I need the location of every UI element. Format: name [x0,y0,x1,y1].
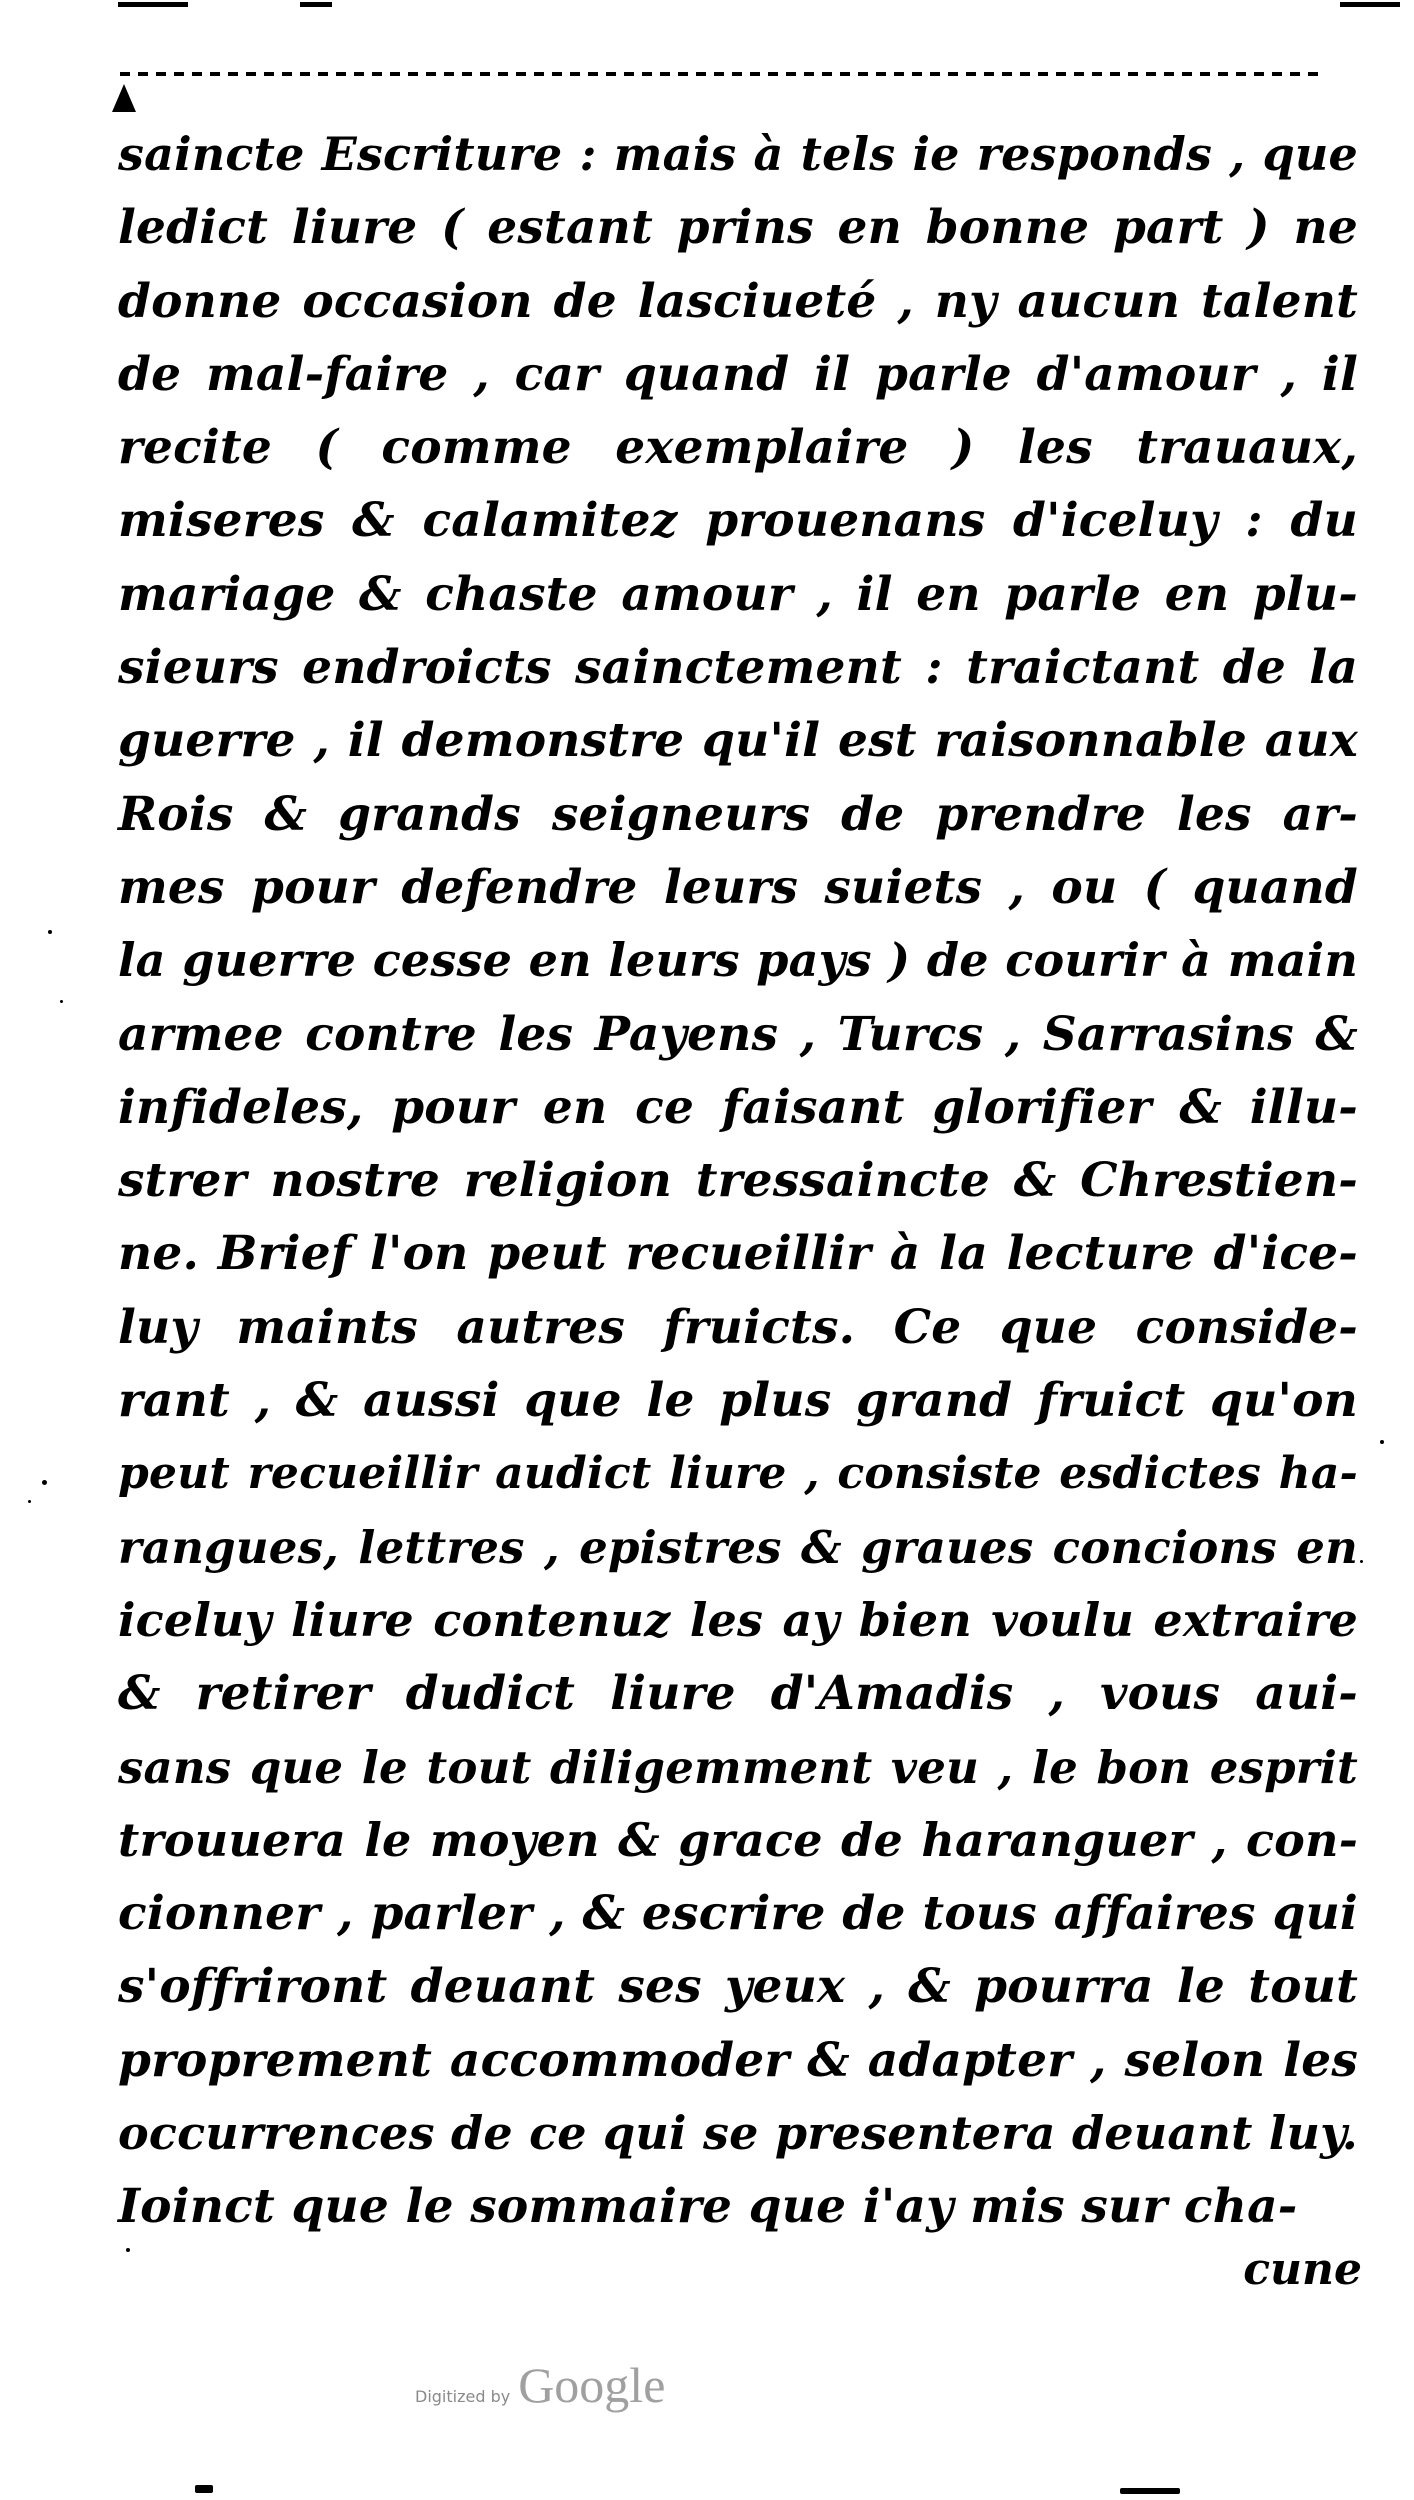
text-line: sans que le tout diligemment veu , le bon esprit [118,1740,1358,1794]
text-line: trouuera le moyen & grace de haranguer , con- [118,1812,1358,1867]
text-line: recite ( comme exemplaire ) les trauaux, [118,420,1358,476]
text-line: saincte Escriture : mais à tels ie responds , que [118,127,1358,181]
text-line: iceluy liure contenuz les ay bien voulu extraire [118,1592,1358,1647]
catchword: cune [1243,2244,1362,2295]
text-line: rangues, lettres , epistres & graues concions en [118,1520,1358,1574]
text-line: donne occasion de lasciueté , ny aucun talent [118,273,1358,329]
text-line: occurrences de ce qui se presentera deuant luy. [118,2106,1358,2161]
text-line: ne. Brief l'on peut recueillir à la lecture d'ice- [118,1226,1358,1282]
body-text [118,118,1358,2244]
text-line: Rois & grands seigneurs de prendre les ar- [118,786,1358,842]
text-line: mes pour defendre leurs suiets , ou ( quand [118,859,1358,915]
text-line: ledict liure ( estant prins en bonne part ) ne [118,200,1358,256]
google-logo: Google [518,2357,666,2413]
digitized-by-google-watermark [415,2356,665,2414]
text-line: infideles, pour en ce faisant glorifier & illu- [118,1079,1358,1135]
text-line: peut recueillir audict liure , consiste esdictes ha- [118,1448,1358,1500]
text-line: miseres & calamitez prouenans d'iceluy : du [118,493,1358,549]
text-line: de mal-faire , car quand il parle d'amour , il [118,346,1358,402]
top-dotted-rule [120,72,1320,76]
top-edge-mark-center [300,2,332,7]
top-edge-mark-left [118,2,188,7]
text-line: mariage & chaste amour , il en parle en plu- [118,566,1358,622]
text-line: cionner , parler , & escrire de tous affaires qui [118,1886,1358,1942]
text-line: strer nostre religion tressaincte & Chrestien- [118,1153,1358,1209]
watermark-prefix: Digitized by [415,2387,511,2406]
text-line: rant , & aussi que le plus grand fruict qu'on [118,1373,1358,1429]
text-line: luy maints autres fruicts. Ce que conside- [118,1299,1358,1355]
text-line: la guerre cesse en leurs pays ) de courir à main [118,933,1358,988]
text-line: guerre , il demonstre qu'il est raisonnable aux [118,713,1358,769]
text-line: s'offriront deuant ses yeux , & pourra le tout [118,1959,1358,2015]
text-line: Ioinct que le sommaire que i'ay mis sur cha- [118,2179,1298,2235]
text-line: & retirer dudict liure d'Amadis , vous aui- [118,1666,1358,1722]
margin-arrow-mark [112,84,136,112]
text-line: sieurs endroicts sainctement : traictant de la [118,640,1358,696]
text-line: proprement accommoder & adapter , selon les [118,2032,1358,2088]
top-edge-mark-right [1340,2,1400,7]
text-line: armee contre les Payens , Turcs , Sarrasins & [118,1006,1358,1062]
